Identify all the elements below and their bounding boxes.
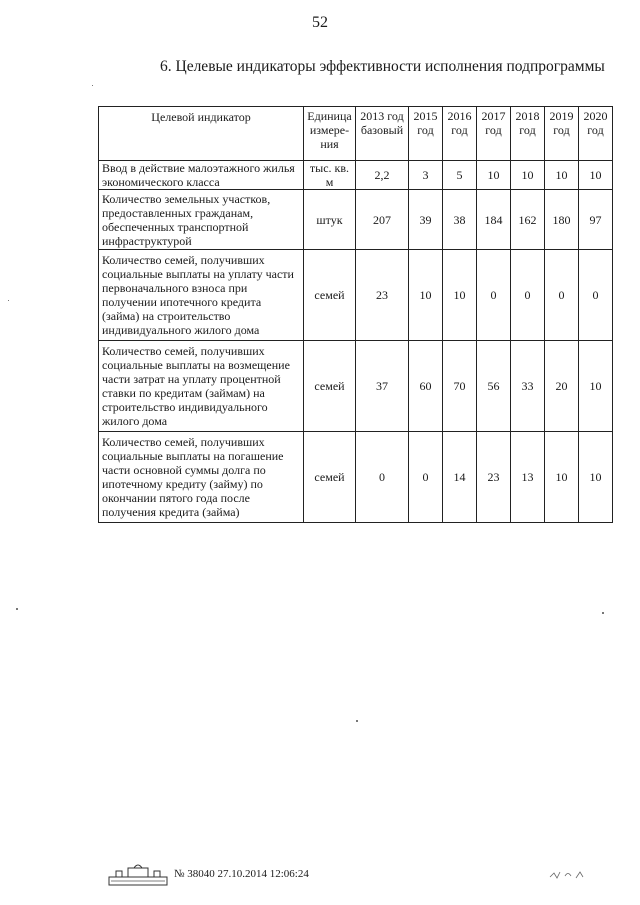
value-2017: 56 (477, 341, 511, 432)
header-year-2018 (511, 107, 545, 161)
value-2020: 10 (579, 341, 613, 432)
table-row (99, 190, 613, 250)
value-2017: 0 (477, 250, 511, 341)
table-header-row (99, 107, 613, 161)
indicator-name: Количество семей, получивших социальные выплаты на возмещение части затрат на уплату процентной ставки по кредитам (займам) на строительство индивидуального жилого дома (99, 341, 304, 432)
value-2020: 97 (579, 190, 613, 250)
value-2018: 162 (511, 190, 545, 250)
value-2020: 10 (579, 432, 613, 523)
indicator-name: Количество семей, получивших социальные выплаты на уплату части первоначального взноса при получении ипотечного кредита (займа) на строительство индивидуального жилого дома (99, 250, 304, 341)
indicator-name: Количество земельных участков, предоставленных гражданам, обеспеченных транспортной инфраструктурой (99, 190, 304, 250)
indicator-name: Ввод в действие малоэтажного жилья экономического класса (99, 161, 304, 190)
value-2019: 10 (545, 161, 579, 190)
indicator-unit: семей (304, 432, 356, 523)
handwritten-mark-icon (548, 868, 588, 882)
value-2019: 20 (545, 341, 579, 432)
header-indicator-label: Целевой индикатор (151, 110, 251, 124)
header-year-2019 (545, 107, 579, 161)
header-year-label: год (587, 123, 604, 137)
value-2020: 10 (579, 161, 613, 190)
header-year: 2016 (447, 109, 472, 123)
scan-speck (356, 720, 358, 722)
header-year-2020 (579, 107, 613, 161)
value-2017: 23 (477, 432, 511, 523)
value-2016: 5 (443, 161, 477, 190)
table-row (99, 161, 613, 190)
value-2019: 0 (545, 250, 579, 341)
indicator-unit: семей (304, 250, 356, 341)
header-year-label: год (451, 123, 468, 137)
table-row (99, 250, 613, 341)
value-2020: 0 (579, 250, 613, 341)
registration-stamp: № 38040 27.10.2014 12:06:24 (174, 868, 309, 880)
header-unit-line2: измере- (309, 123, 350, 137)
value-2019: 10 (545, 432, 579, 523)
header-year: 2015 (413, 109, 438, 123)
indicators-table (98, 106, 613, 523)
value-2016: 38 (443, 190, 477, 250)
scan-speck (602, 612, 604, 614)
header-year: 2018 (515, 109, 540, 123)
header-year-2016 (443, 107, 477, 161)
header-indicator (99, 107, 304, 161)
value-base: 0 (356, 432, 409, 523)
value-2016: 70 (443, 341, 477, 432)
header-base-year (356, 107, 409, 161)
header-base-line2: базовый (360, 123, 404, 137)
header-year-2015 (409, 107, 443, 161)
value-base: 2,2 (356, 161, 409, 190)
table-row (99, 432, 613, 523)
value-2017: 10 (477, 161, 511, 190)
header-year-label: год (519, 123, 536, 137)
building-seal-icon (108, 862, 168, 886)
value-2015: 3 (409, 161, 443, 190)
section-title: 6. Целевые индикаторы эффективности исполнения подпрограммы (160, 58, 605, 75)
scan-speck (8, 300, 9, 301)
header-base-line1: 2013 год (360, 109, 404, 123)
table-row (99, 341, 613, 432)
scan-speck (92, 85, 93, 86)
indicator-name: Количество семей, получивших социальные выплаты на погашение части основной суммы долга по ипотечному кредиту (займу) по окончании пятого года после получения кредита (займа) (99, 432, 304, 523)
header-year-label: год (417, 123, 434, 137)
page-number: 52 (312, 14, 328, 31)
value-2016: 14 (443, 432, 477, 523)
value-base: 37 (356, 341, 409, 432)
header-year-label: год (485, 123, 502, 137)
header-year: 2019 (549, 109, 574, 123)
value-2015: 0 (409, 432, 443, 523)
header-unit-line3: ния (320, 137, 339, 151)
value-2019: 180 (545, 190, 579, 250)
registration-footer (108, 862, 309, 886)
value-2015: 10 (409, 250, 443, 341)
header-year: 2020 (583, 109, 608, 123)
value-2015: 39 (409, 190, 443, 250)
indicator-unit: штук (304, 190, 356, 250)
value-2018: 13 (511, 432, 545, 523)
indicator-unit: тыс. кв. м (304, 161, 356, 190)
value-2017: 184 (477, 190, 511, 250)
value-2018: 33 (511, 341, 545, 432)
header-unit (304, 107, 356, 161)
header-year: 2017 (481, 109, 506, 123)
header-year-2017 (477, 107, 511, 161)
value-2018: 0 (511, 250, 545, 341)
scan-speck (16, 608, 18, 610)
value-base: 207 (356, 190, 409, 250)
value-2018: 10 (511, 161, 545, 190)
value-2015: 60 (409, 341, 443, 432)
value-base: 23 (356, 250, 409, 341)
header-unit-line1: Единица (307, 109, 352, 123)
value-2016: 10 (443, 250, 477, 341)
header-year-label: год (553, 123, 570, 137)
indicator-unit: семей (304, 341, 356, 432)
